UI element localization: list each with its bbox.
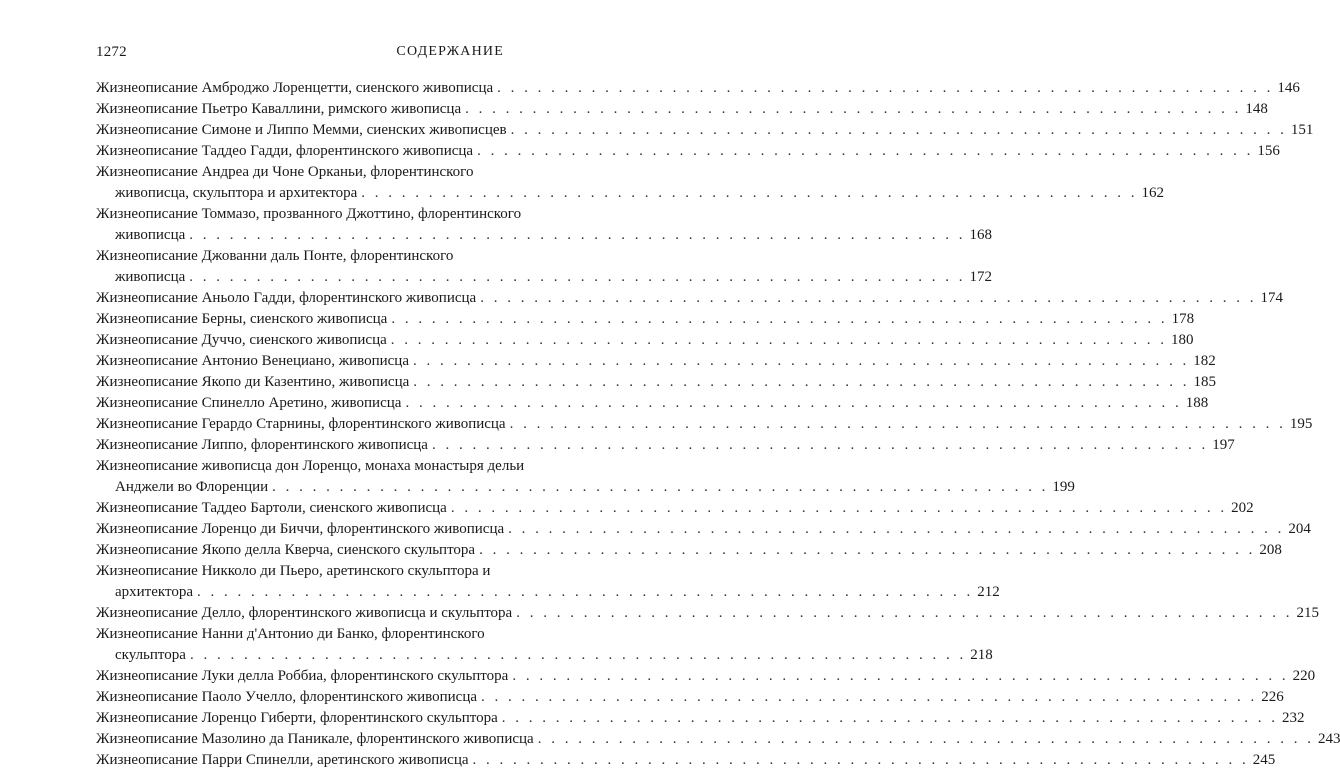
- toc-entry-title: Жизнеописание Спинелло Аретино, живописца: [96, 395, 402, 411]
- dot-leader: [401, 393, 1181, 414]
- dot-leader: [475, 540, 1255, 561]
- toc-entry-line: [96, 183, 1164, 204]
- toc-entry-title: Жизнеописание Никколо ди Пьеро, аретинского скульптора и: [96, 563, 491, 579]
- toc-entry-line: [96, 330, 1194, 351]
- toc-entry-line: [96, 309, 1195, 330]
- toc-entry-line: [96, 162, 504, 183]
- toc-entry-title: Жизнеописание Якопо делла Кверча, сиенского скульптора: [96, 542, 476, 558]
- toc-entry-page: 243: [1317, 731, 1340, 747]
- toc-entry-page: 185: [1193, 374, 1217, 390]
- toc-entry-page: 202: [1231, 500, 1254, 516]
- dot-leader: [447, 498, 1227, 519]
- toc-entry-page: 146: [1277, 80, 1300, 96]
- toc-entry-title: Жизнеописание Амброджо Лоренцетти, сиенского живописца: [96, 80, 494, 96]
- toc-entry-page: 188: [1185, 395, 1209, 411]
- page-number: 1272: [96, 44, 127, 60]
- toc-entry-line: [96, 456, 525, 477]
- toc-entry-line: [96, 141, 1280, 162]
- toc-entry: [96, 393, 1209, 414]
- toc-entry-line: [96, 519, 1311, 540]
- toc-entry-page: 208: [1259, 542, 1282, 558]
- toc-entry-title: Жизнеописание Лоренцо Гиберти, флорентинского скульптора: [96, 710, 498, 726]
- dot-leader: [469, 750, 1249, 771]
- toc-entry-title: Анджели во Флоренции: [115, 479, 269, 495]
- toc-entry-line: [96, 120, 1314, 141]
- toc-entry: [96, 540, 1282, 561]
- toc-entry-page: 172: [969, 269, 993, 285]
- dot-leader: [193, 582, 973, 603]
- toc-entry: [96, 435, 1235, 456]
- dot-leader: [409, 372, 1189, 393]
- toc-entry-page: 232: [1282, 710, 1305, 726]
- toc-entry-title: живописца, скульптора и архитектора: [115, 185, 358, 201]
- toc-entry-line: [96, 582, 1000, 603]
- toc-entry-title: Жизнеописание Липпо, флорентинского живописца: [96, 437, 428, 453]
- toc-entry-page: 204: [1288, 521, 1311, 537]
- dot-leader: [387, 330, 1167, 351]
- toc-entry-page: 174: [1260, 290, 1283, 306]
- toc-entry-line: [96, 561, 504, 582]
- toc-entry: [96, 498, 1254, 519]
- toc-entry-page: 199: [1052, 479, 1075, 495]
- dot-leader: [504, 519, 1284, 540]
- toc-entry: [96, 729, 1340, 750]
- toc-entry-page: 168: [969, 227, 993, 243]
- toc-entry-page: 151: [1290, 122, 1314, 138]
- toc-entry-line: [96, 498, 1254, 519]
- dot-leader: [476, 288, 1256, 309]
- dot-leader: [268, 477, 1048, 498]
- toc-entry: [96, 162, 1164, 204]
- toc-entry: [96, 372, 1217, 393]
- toc-entry: [96, 309, 1195, 330]
- toc-entry-page: 178: [1171, 311, 1195, 327]
- toc-entry: [96, 330, 1194, 351]
- toc-entry-title: Жизнеописание Симоне и Липпо Мемми, сиенских живописцев: [96, 122, 507, 138]
- toc-entry-page: 148: [1245, 101, 1268, 117]
- toc-entry-line: [96, 372, 1217, 393]
- toc-entry: [96, 624, 993, 666]
- toc-entry: [96, 666, 1316, 687]
- toc-entry-page: 218: [970, 647, 993, 663]
- toc-entry-page: 195: [1289, 416, 1313, 432]
- dot-leader: [508, 666, 1288, 687]
- toc-entry-line: [96, 414, 1313, 435]
- toc-entry: [96, 204, 993, 246]
- toc-entry-line: [96, 246, 504, 267]
- toc-entry-title: Жизнеописание Герардо Старнины, флорентинского живописца: [96, 416, 506, 432]
- toc-entry: [96, 708, 1305, 729]
- toc-entry-title: живописца: [115, 227, 186, 243]
- running-head: СОДЕРЖАНИЕ: [396, 44, 504, 59]
- dot-leader: [409, 351, 1189, 372]
- toc-entry-title: скульптора: [115, 647, 186, 663]
- toc-entry-line: [96, 708, 1305, 729]
- toc-entry: [96, 246, 993, 288]
- toc-entry: [96, 351, 1216, 372]
- toc-entry-title: Жизнеописание Андреа ди Чоне Орканьи, флорентинского: [96, 164, 474, 180]
- toc-entry: [96, 750, 1276, 771]
- toc-entry: [96, 120, 1314, 141]
- toc-entry-title: Жизнеописание Луки делла Роббиа, флорентинского скульптора: [96, 668, 509, 684]
- toc-entry-title: Жизнеописание Дуччо, сиенского живописца: [96, 332, 387, 348]
- toc-entry-title: Жизнеописание Делло, флорентинского живописца и скульптора: [96, 605, 513, 621]
- toc-entry-title: Жизнеописание Якопо ди Казентино, живописца: [96, 374, 410, 390]
- dot-leader: [387, 309, 1167, 330]
- toc-entry-line: [96, 99, 1268, 120]
- toc-entry-line: [96, 687, 1284, 708]
- dot-leader: [534, 729, 1314, 750]
- page-header: [96, 44, 504, 64]
- dot-leader: [185, 267, 965, 288]
- toc-entry-title: Жизнеописание Паоло Учелло, флорентинского живописца: [96, 689, 478, 705]
- toc-entry-title: Жизнеописание живописца дон Лоренцо, монаха монастыря дельи: [96, 458, 525, 474]
- toc-entry-line: [96, 624, 504, 645]
- toc-entry-title: Жизнеописание Мазолино да Паникале, флорентинского живописца: [96, 731, 534, 747]
- toc-entry-line: [96, 603, 1319, 624]
- toc-entry-page: 197: [1212, 437, 1235, 453]
- toc-entry-title: Жизнеописание Таддео Бартоли, сиенского живописца: [96, 500, 447, 516]
- toc-entry-title: Жизнеописание Пьетро Каваллини, римского живописца: [96, 101, 462, 117]
- toc-entry-page: 212: [977, 584, 1000, 600]
- toc-entry: [96, 603, 1319, 624]
- dot-leader: [461, 99, 1241, 120]
- dot-leader: [493, 78, 1273, 99]
- toc-entry-title: Жизнеописание Нанни д'Антонио ди Банко, флорентинского: [96, 626, 485, 642]
- toc-entry-line: [96, 645, 993, 666]
- toc-entry-line: [96, 729, 1340, 750]
- toc-entry-title: Жизнеописание Таддео Гадди, флорентинского живописца: [96, 143, 474, 159]
- toc-entry-line: [96, 750, 1276, 771]
- toc-entry-title: Жизнеописание Джованни даль Понте, флорентинского: [96, 248, 454, 264]
- dot-leader: [512, 603, 1292, 624]
- dot-leader: [506, 414, 1286, 435]
- dot-leader: [357, 183, 1137, 204]
- toc-entry: [96, 414, 1313, 435]
- toc-entry-title: архитектора: [115, 584, 194, 600]
- toc-entry-line: [96, 393, 1209, 414]
- dot-leader: [477, 687, 1257, 708]
- toc-entry-page: 180: [1171, 332, 1194, 348]
- toc-entry-line: [96, 477, 1075, 498]
- toc-entry-title: Жизнеописание Парри Спинелли, аретинского живописца: [96, 752, 469, 768]
- toc-entry: [96, 561, 1000, 603]
- toc-entry: [96, 141, 1280, 162]
- toc-entry-page: 226: [1261, 689, 1284, 705]
- toc-entry-line: [96, 288, 1283, 309]
- toc-entry-page: 220: [1292, 668, 1316, 684]
- toc-entry: [96, 687, 1284, 708]
- toc-entry: [96, 456, 1075, 498]
- toc-entry-title: Жизнеописание Аньоло Гадди, флорентинского живописца: [96, 290, 477, 306]
- dot-leader: [473, 141, 1253, 162]
- toc-entry-page: 215: [1296, 605, 1319, 621]
- toc-entry-title: живописца: [115, 269, 186, 285]
- toc-entry: [96, 78, 1300, 99]
- toc-entry: [96, 519, 1311, 540]
- toc-entry-line: [96, 267, 993, 288]
- toc-entry: [96, 288, 1283, 309]
- toc-entry-title: Жизнеописание Лоренцо ди Биччи, флорентинского живописца: [96, 521, 505, 537]
- toc-entry-title: Жизнеописание Томмазо, прозванного Джоттино, флорентинского: [96, 206, 522, 222]
- toc-entry-line: [96, 540, 1282, 561]
- dot-leader: [428, 435, 1208, 456]
- dot-leader: [185, 225, 965, 246]
- toc-entry-page: 182: [1193, 353, 1216, 369]
- toc-entry-line: [96, 666, 1316, 687]
- toc-entry-line: [96, 351, 1216, 372]
- toc-entry-page: 162: [1141, 185, 1164, 201]
- dot-leader: [507, 120, 1287, 141]
- dot-leader: [498, 708, 1278, 729]
- toc-entry-title: Жизнеописание Антонио Венециано, живописца: [96, 353, 409, 369]
- dot-leader: [186, 645, 966, 666]
- table-of-contents: [96, 78, 1340, 771]
- toc-entry-line: [96, 204, 522, 225]
- toc-entry: [96, 99, 1268, 120]
- toc-entry-page: 156: [1257, 143, 1280, 159]
- toc-entry-page: 245: [1252, 752, 1276, 768]
- toc-entry-line: [96, 225, 993, 246]
- toc-entry-line: [96, 435, 1235, 456]
- toc-entry-title: Жизнеописание Берны, сиенского живописца: [96, 311, 388, 327]
- toc-entry-line: [96, 78, 1300, 99]
